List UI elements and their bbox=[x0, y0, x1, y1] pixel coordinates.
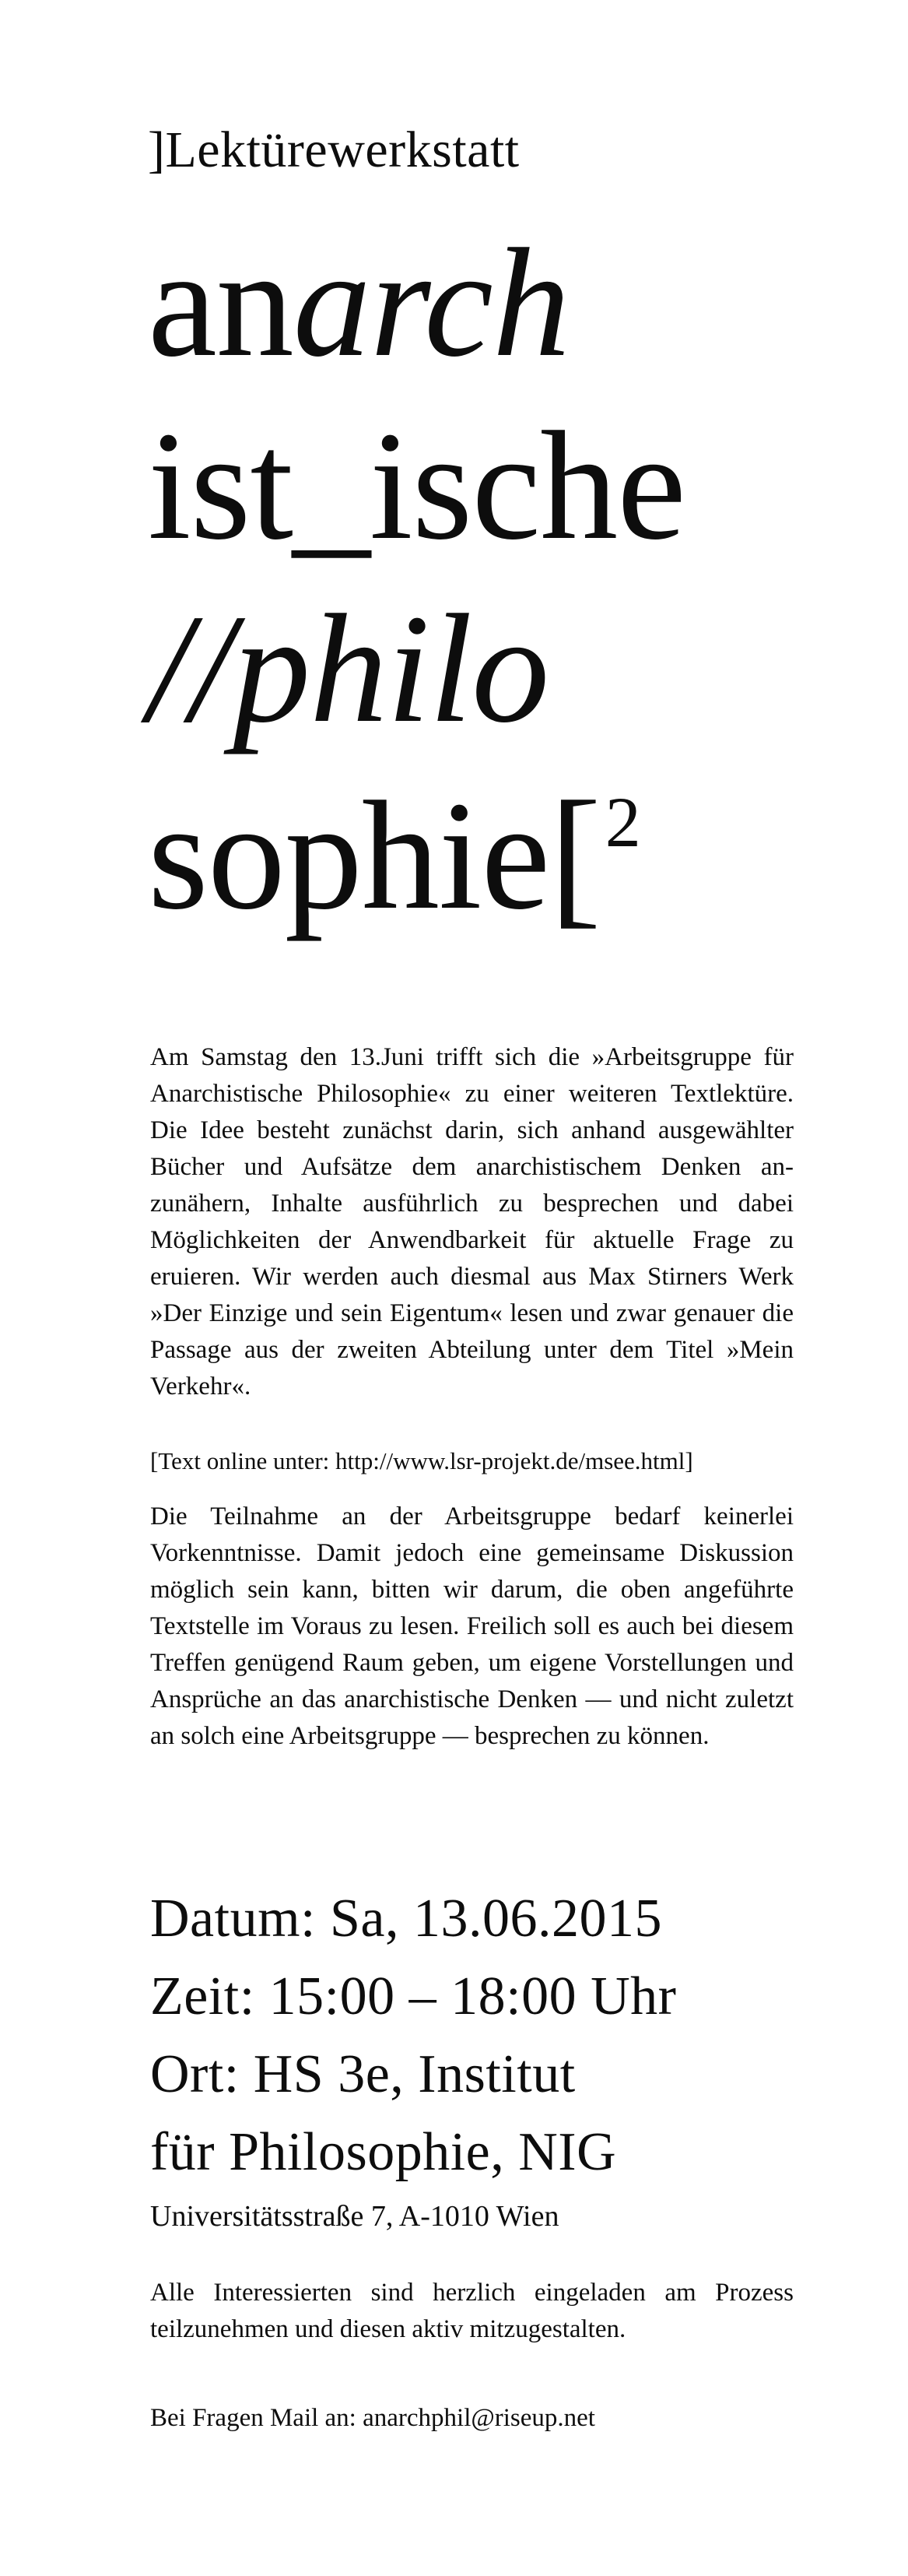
invitation-paragraph: Alle Interessierten sind herzlich eingeladen am Prozess teilzunehmen und diesen aktiv mitzugestalten. bbox=[150, 2279, 794, 2343]
event-place-line-2: für Philosophie, NIG bbox=[150, 2122, 617, 2182]
title-line-1-italic: arch bbox=[293, 217, 570, 389]
event-date: Datum: Sa, 13.06.2015 bbox=[150, 1889, 662, 1949]
contact-line: Bei Fragen Mail an: anarchphil@riseup.net bbox=[150, 2404, 595, 2432]
event-address: Universitätsstraße 7, A-1010 Wien bbox=[150, 2200, 559, 2233]
participation-paragraph: Die Teilnahme an der Arbeitsgruppe bedarf keinerlei Vorkenntnisse. Damit jedoch eine gemeinsame Diskussion möglich sein kann, bitten wir darum, die oben angeführte Textstelle im Voraus zu lesen. Freilich soll es auch bei diesem Treffen genügend Raum geben, um eigene Vorstellungen und Ansprüche an das anarchistische Denken — und nicht zuletzt an solch eine Arbeitsgruppe — besprechen zu können. bbox=[150, 1502, 794, 1750]
title-line-1-regular: an bbox=[148, 217, 293, 389]
event-time: Zeit: 15:00 – 18:00 Uhr bbox=[150, 1966, 677, 2026]
intro-paragraph: Am Samstag den 13.Juni trifft sich die »Arbeitsgruppe für Anarchistische Philosophie« zu einer weiteren Textlektüre. Die Idee besteht zunächst darin, sich anhand ausgewählter Bücher und Aufsätze dem anarchistischem Denken anzunähern, Inhalte ausführlich zu besprechen und dabei Möglichkeiten der Anwendbarkeit für aktuelle Frage zu eruieren. Wir werden auch diesmal aus Max Stirners Werk »Der Einzige und sein Eigentum« lesen und zwar genauer die Passage aus der zweiten Abteilung unter dem Titel »Mein Verkehr«. bbox=[150, 1043, 794, 1400]
title-line-2: ist_ische bbox=[148, 400, 685, 572]
title-line-1 bbox=[148, 217, 570, 389]
title-line-3: //philo bbox=[148, 583, 549, 755]
text-online-note: [Text online unter: http://www.lsr-projekt.de/msee.html] bbox=[150, 1447, 693, 1474]
event-place-line-1: Ort: HS 3e, Institut bbox=[150, 2044, 576, 2104]
title-line-4-text: sophie[ bbox=[148, 770, 601, 942]
title-superscript: 2 bbox=[605, 782, 640, 862]
series-title: ]Lektürewerkstatt bbox=[148, 121, 520, 178]
title-line-4 bbox=[148, 770, 640, 942]
